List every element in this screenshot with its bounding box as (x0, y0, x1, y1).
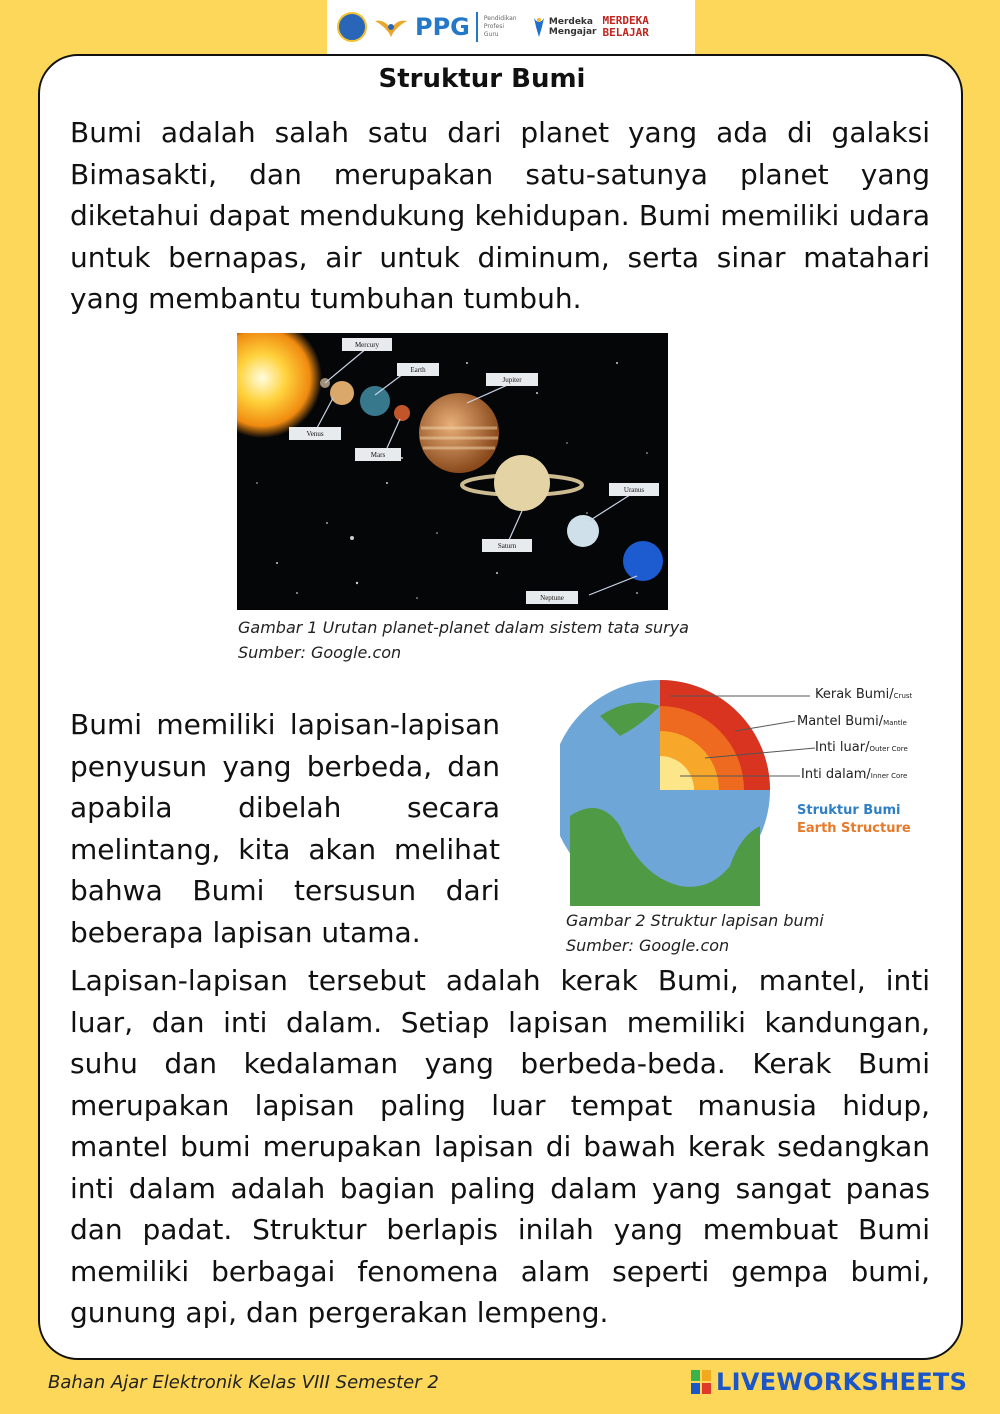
label-uranus: Uranus (623, 486, 645, 494)
label-neptune: Neptune (540, 594, 564, 602)
liveworksheets-icon (690, 1369, 712, 1395)
header-logo-bar (327, 0, 695, 54)
ppg-logo-text: PPG (415, 13, 470, 41)
figure-1-source: Sumber: Google.con (238, 643, 402, 662)
logo-divider (476, 12, 478, 42)
merdeka-belajar-logo: MERDEKA BELAJAR (602, 14, 649, 39)
merdeka-mengajar-logo (532, 16, 597, 38)
page-title: Struktur Bumi (378, 64, 586, 94)
figure-2-source: Sumber: Google.con (566, 936, 730, 955)
label-jupiter: Jupiter (502, 376, 522, 384)
solar-system-image (237, 333, 668, 610)
tut-wuri-seal-icon (337, 12, 367, 42)
label-crust: Kerak Bumi/Crust (815, 687, 913, 702)
label-venus: Venus (306, 430, 324, 438)
figure-1-caption-text: Gambar 1 Urutan planet-planet dalam sistem tata surya (238, 618, 689, 637)
layers-detail-paragraph: Lapisan-lapisan tersebut adalah kerak Bumi, mantel, inti luar, dan inti dalam. Setiap lapisan memiliki kandungan, suhu dan kedalaman yang berbeda-beda. Kerak Bumi merupakan lapisan paling luar tempat manusia hidup, mantel bumi merupakan lapisan di bawah kerak sedangkan inti dalam adalah bagian paling dalam yang sangat panas dan padat. Struktur berlapis inilah yang membuat Bumi memiliki berbagai fenomena alam seperti gempa bumi, gunung api, dan pergerakan lempeng. (70, 964, 930, 1329)
figure-2-caption (566, 908, 824, 958)
label-mantle: Mantel Bumi/Mantle (797, 714, 907, 729)
label-saturn: Saturn (497, 542, 517, 550)
label-mercury: Mercury (354, 341, 380, 349)
figure-1-caption (238, 615, 689, 665)
label-inner-core: Inti dalam/Inner Core (801, 767, 908, 782)
earth-structure-title-id: Struktur Bumi (797, 803, 901, 818)
merdeka-mengajar-text: Merdeka Mengajar (548, 17, 597, 37)
ppg-subtitle: Pendidikan Profesi Guru (483, 15, 517, 38)
label-mars: Mars (370, 451, 386, 459)
footer-subtitle: Bahan Ajar Elektronik Kelas VIII Semester 2 (48, 1372, 439, 1393)
label-outer-core: Inti luar/Outer Core (815, 740, 908, 755)
liveworksheets-logo[interactable] (690, 1368, 967, 1396)
liveworksheets-text: LIVEWORKSHEETS (716, 1368, 968, 1396)
garuda-bird-icon (373, 15, 409, 39)
figure-2-caption-text: Gambar 2 Struktur lapisan bumi (566, 911, 824, 930)
label-earth: Earth (410, 366, 426, 374)
intro-paragraph: Bumi adalah salah satu dari planet yang ada di galaksi Bimasakti, dan merupakan satu-satunya planet yang diketahui dapat mendukung kehidupan. Bumi memiliki udara untuk bernapas, air untuk diminum, serta sinar matahari yang membantu tumbuhan tumbuh. (70, 116, 930, 315)
earth-structure-title-en: Earth Structure (797, 821, 911, 836)
layers-intro-paragraph: Bumi memiliki lapisan-lapisan penyusun yang berbeda, dan apabila dibelah secara melintang, kita akan melihat bahwa Bumi tersusun dari beberapa lapisan utama. (70, 708, 500, 949)
merdeka-mengajar-icon (532, 16, 546, 38)
earth-structure-image (560, 676, 920, 906)
